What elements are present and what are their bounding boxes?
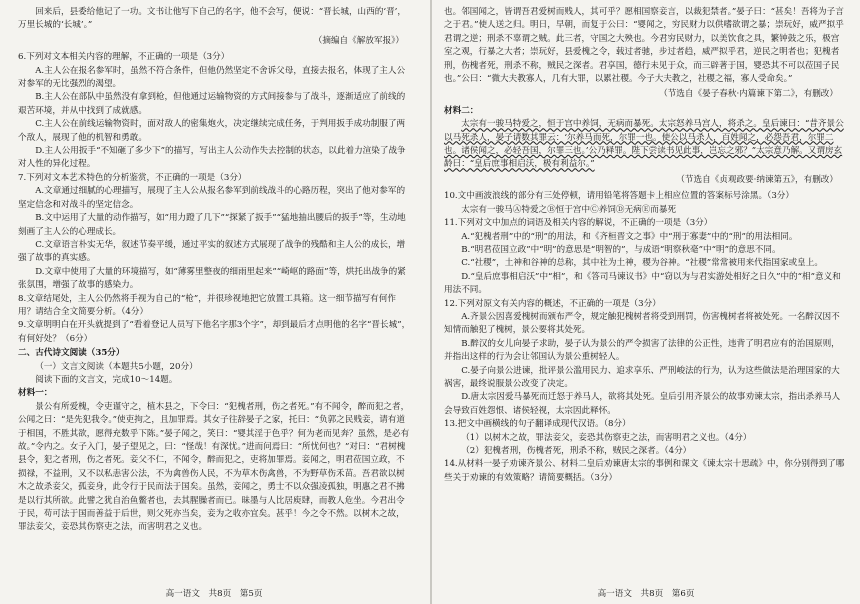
page-right <box>436 0 856 604</box>
source-note: （摘编自《解放军报》） <box>313 35 404 46</box>
q6-option-c: C.主人公在前线运输物资时，面对敌人的密集炮火，决定继续完成任务，于判用扳手成功制服了两个敌人，展现了他的机智和勇敢。 <box>18 119 406 143</box>
q7-option-b: B.文中运用了大量的动作描写，如“用力蹬了几下”“探紧了扳手”“猛地抽出腰后的扳手”等，生动地刻画了主人公的心理成长。 <box>18 213 406 237</box>
section-heading: 二、古代诗文阅读（35分） <box>18 348 125 359</box>
question-9: 9.文章明明白在开头就提到了“看着登记人员写下他名字那3个字”，却到最后才点明他的名字“晋长城”，有何好处？（6分） <box>18 320 411 344</box>
source-note: （节选自《贞观政要·纳谏第五》，有删改） <box>676 174 838 185</box>
q12-option-b: B.醉汉的女儿向晏子求助，晏子认为景公的严令损害了法律的公正性，违背了明君应有的治国原则，并指出这样的行为会让邻国认为景公重树轻人。 <box>444 338 840 363</box>
classical-text-1: 景公有所爱槐，令吏谨守之，植木县之，下令曰：“犯槐者刑，伤之者死。”有不闻令，醉而犯之者，公闻之曰：“是先犯我令。”使吏拘之，且加罪焉。其女子往辞晏子之家，托曰：“负郭之民贱妾，请有道于相国，不胜其欲，愿得充数乎下陈。”晏子闻之，笑曰：“婴其淫于色乎？何为老而见奔？虽然，是必有故。”令内之。女子入门，晏子望见之，曰：“怪哉！有深忧。”进而问焉曰：“所忧何也？”对曰：“君树槐县令，犯之者刑，伤之者死。妾父不仁，不闻令，醉而犯之，吏将加罪焉。妾闻之，明君莅国立政，不损禄，不益刑，又不以私恚害公法，不为禽兽伤人民，不为草木伤禽兽，不为野草伤禾苗。吾君欲以树木之故杀妾父，孤妾身，此令行于民而法于国矣。虽然，妾闻之，勇士不以众强凌孤独，明惠之君不拂是以行其所欲。此譬之犹自治鱼鳖者也，去其腥臊者而已。昧墨与人比居庾肆，而教人危坐。今君出令于民，苟可法于国而善益于后世，则父死亦当矣，妾为之收亦宜矣。甚乎！今之令不然。以树木之故，罪法妾父，妾恐其伤察吏之法，而害明君之义也。 <box>18 401 410 533</box>
q11-option-a: A.“犯槐者刑”中的“刑”的用法，和《齐桓晋文之事》中“刑于寡妻”中的“刑”的用法相同。 <box>461 231 798 242</box>
question-7: 7.下列对文本艺术特色的分析鉴赏，不正确的一项是（3分） <box>18 172 247 183</box>
question-6: 6.下列对文本相关内容的理解，不正确的一项是（3分） <box>18 52 230 63</box>
instructions: 阅读下面的文言文，完成10～14题。 <box>35 374 178 385</box>
page-fold <box>430 0 432 604</box>
q6-option-a: A.主人公在报名参军时，虽然不符合条件，但他仍然坚定不舍诉父母，直接去报名，体现了主人公对参军的无比强烈的渴望。 <box>18 65 406 90</box>
page-left <box>4 0 424 604</box>
classical-text-2: 太宗有一骏马特爱之，恒于宫中养饲，无病而暴死。太宗怒养马宫人，将杀之。皇后谏曰：“昔齐景公以马死杀人，晏子请数其罪云：‘尔养马而死，尔罪一也。使公以马杀人，百姓闻之，必怨吾君，尔罪二也。诸侯闻之，必轻吾国，尔罪三也。’公乃释罪。陛下尝读书见此事，岂忘之邪？”太宗意乃解。又谓房玄龄曰：“皇后庶事相启沃，极有利益尔。” <box>444 119 844 170</box>
material-2-label: 材料二： <box>444 105 479 116</box>
source-note: （节选自《晏子春秋·内篇谏下第二》，有删改） <box>659 89 838 100</box>
question-13: 13.把文中画横线的句子翻译成现代汉语。（8分） <box>444 419 631 430</box>
q11-option-c: C.“社稷”，土神和谷神的总称，其中社为土神，稷为谷神。“社稷”常常被用来代指国家或皇上。 <box>461 258 823 269</box>
classical-text-1-continued: 也。邻国闻之，皆谓吾君爱树而贱人，其可乎？愿相国察妾言，以裁犯禁者。”晏子曰：“甚矣！吾将为子言之于君。”使人送之归。明日，早朝，而复于公曰：“婴闻之，穷民财力以供嗜欲谓之暴；崇玩好，威严拟乎君谓之逆；刑杀不辜谓之贼。此三者，守国之大殃也。今君穷民财力，以美饮食之具，繁钟鼓之乐，极宫室之观，行暴之大者；崇玩好，县爱槐之令，载过者驰，步过者趋，威严拟乎君，逆民之明者也；犯槐者刑，伤槐者死，刑杀不称，贼民之深者。君享国，德行未见于众，而三辟著于国，婴恐其不可以莅国子民也。”公曰：“微大夫教寡人，几有大罪，以累社稷。今子大夫教之，社稷之福，寡人受命矣。” <box>444 7 844 85</box>
q13-item-1: （1）以树木之故，罪法妾父，妾恐其伤察吏之法，而害明君之义也。（4分） <box>461 432 752 443</box>
story-ending: 回来后，县委给他记了一功。文书让他写下自己的名字，他不会写，便说：“晋长城，山西的‘晋’，万里长城的‘长城’。” <box>18 7 406 31</box>
page-footer-right: 高一语文 共8页 第6页 <box>597 588 695 599</box>
q10-segment-line: 太宗有一骏马Ⓐ特爱之Ⓑ恒于宫中Ⓒ养饲Ⓓ无病Ⓔ而暴死 <box>461 204 677 215</box>
question-10: 10.文中画波浪线的部分有三处停顿，请用铅笔将答题卡上相应位置的答案标号涂黑。（3分） <box>444 191 794 202</box>
q12-option-a: A.齐景公因喜爱槐树而颁布严令，规定触犯槐树者将受到刑罚，伤害槐树者将被处死。一名醉汉因不知情而触犯了槐树，景公要将其处死。 <box>444 311 840 336</box>
q12-option-c: C.晏子向景公进谏，批评景公滥用民力、追求享乐、严刑峻法的行为，认为这些做法是治理国家的大祸害，最终说服景公改变了决定。 <box>444 365 840 389</box>
question-14: 14.从材料一晏子劝谏齐景公、材料二皇后劝谏唐太宗的事例和课文《谏太宗十思疏》中，你分别得到了哪些关于劝谏的有效策略？请简要概括。（3分） <box>444 459 845 483</box>
material-1-label: 材料一： <box>18 388 53 399</box>
q7-option-d: D.文章中使用了大量的环境描写，如“薄雾里整夜的细雨里起来”“崎岖的路面”等，烘托出战争的紧张氛围，增强了故事的感染力。 <box>18 266 406 291</box>
question-8: 8.文章结尾处，主人公仍然将手视为自己的“枪”，并很珍视地把它放置工具箱。这一细节描写有何作用？请结合全文简要分析。（4分） <box>18 293 396 317</box>
question-11: 11.下列对文中加点的词语及相关内容的解说，不正确的一项是（3分） <box>444 218 713 229</box>
q6-option-d: D.主人公用扳手“不知砸了多少下”的描写，写出主人公动作失去控制的状态，以此着力渲染了战争对人性的异化过程。 <box>18 146 406 170</box>
q11-option-b: B.“明君莅国立政”中“明”的意思是“明智的”，与成语“明察秋毫”中“明”的意思不同。 <box>461 244 781 255</box>
q13-item-2: （2）犯槐者刑，伤槐者死，刑杀不称，贼民之深者。（4分） <box>461 446 692 456</box>
subsection-heading: （一）文言文阅读（本题共5小题，20分） <box>35 361 198 372</box>
question-12: 12.下列对原文有关内容的概述，不正确的一项是（3分） <box>444 298 661 309</box>
q12-option-d: D.唐太宗因爱马暴死而迁怒于养马人，欲将其处死。皇后引用齐景公的故事劝谏太宗，指出杀养马人会导致百姓怨恨、诸侯轻视，太宗因此释怀。 <box>444 392 841 416</box>
page-footer-left: 高一语文 共8页 第5页 <box>165 588 263 599</box>
q6-option-b: B.主人公在部队中虽然没有拿到枪，但他通过运输物资的方式间接参与了战斗，逐渐适应了前线的艰苦环境，并从中找到了成就感。 <box>18 92 406 116</box>
q11-option-d: D.“皇后庶事相启沃”中“相”，和《答司马谏议书》中“窃以为与君实游处相好之日久”中的“相”意义和用法不同。 <box>444 271 841 296</box>
q7-option-a: A.文章通过细腻的心理描写，展现了主人公从报名参军到前线战斗的心路历程，突出了他对参军的坚定信念和对战斗的坚定信念。 <box>18 186 406 210</box>
q7-option-c: C.文章语言朴实无华，叙述节奏平缓，通过平实的叙述方式展现了战争的残酷和主人公的成长，增强了故事的真实感。 <box>18 239 406 264</box>
